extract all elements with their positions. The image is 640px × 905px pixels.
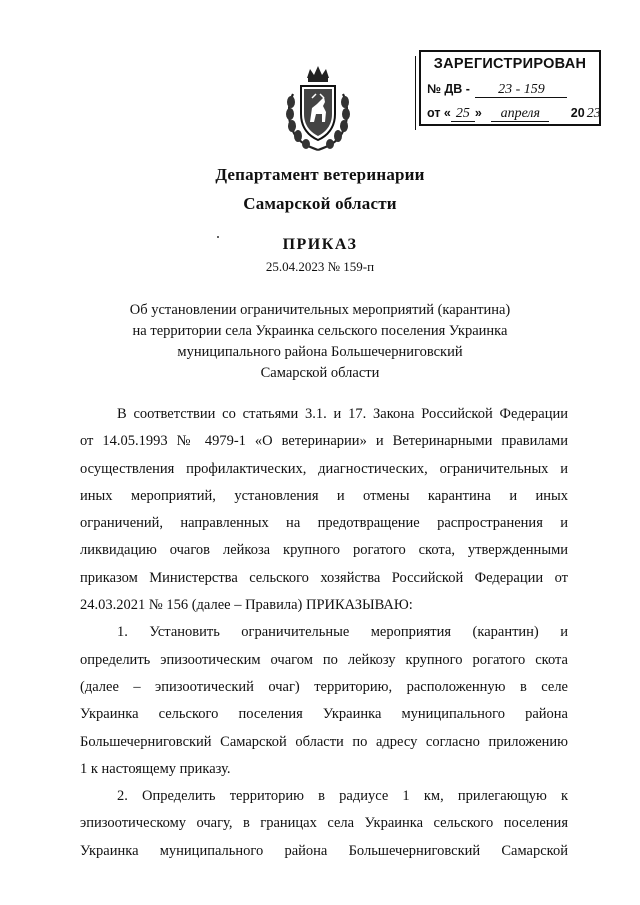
stamp-date-month-handwritten: апреля (491, 107, 549, 122)
subject-line: муниципального района Большечерниговский (177, 344, 463, 360)
body-line: Большечерниговский Самарской области по адресу согласно приложению (80, 733, 568, 750)
body-line: осуществления профилактических, диагностических, ограничительных и (80, 460, 568, 477)
stamp-year-prefix: 20 (570, 106, 585, 120)
stamp-number-handwritten: 23 - 159 (475, 83, 567, 98)
body-line: от 14.05.1993 № 4979-1 «О ветеринарии» и Ветеринарными правилами (80, 433, 568, 450)
order-subject (90, 300, 550, 384)
subject-line: Об установлении ограничительных мероприятий (карантина) (129, 302, 511, 318)
body-line: 24.03.2021 № 156 (далее – Правила) ПРИКАЗЫВАЮ: (80, 597, 413, 614)
body-line: ограничений, направленных на предотвращение распространения и (80, 515, 568, 532)
body-line: 1 к настоящему приказу. (80, 760, 231, 777)
body-line: иных мероприятий, установления и отмены карантина и иных (80, 487, 568, 504)
stamp-date-day-handwritten: 25 (451, 107, 475, 122)
coat-of-arms-emblem-icon (283, 64, 353, 152)
stamp-date-prefix: от « (427, 106, 451, 120)
body-line: ликвидацию очагов лейкоза крупного рогатого скота, утвержденными (80, 542, 568, 559)
registration-stamp (419, 50, 601, 126)
subject-line: Самарской области (260, 365, 380, 381)
body-line: приказом Министерства сельского хозяйства Российской Федерации от (80, 569, 568, 586)
body-line: эпизоотическому очагу, в границах села Украинка сельского поселения (80, 815, 568, 832)
stamp-date-row (427, 106, 601, 122)
stamp-number-row (427, 82, 593, 98)
stamp-title: ЗАРЕГИСТРИРОВАН (433, 56, 587, 72)
subject-line: на территории села Украинка сельского поселения Украинка (132, 323, 508, 339)
order-date-number: 25.04.2023 № 159-п (265, 259, 375, 274)
stamp-number-prefix: № ДВ - (427, 82, 470, 96)
department-name-line2: Самарской области (243, 194, 397, 213)
department-name-line1: Департамент ветеринарии (215, 165, 425, 184)
body-line: (далее – эпизоотический очаг) территорию, расположенную в селе (80, 678, 568, 695)
body-line: Украинка сельского поселения Украинка муниципального района (80, 706, 568, 723)
body-line: 2. Определить территорию в радиусе 1 км, прилегающую к (117, 788, 568, 805)
body-line: Украинка муниципального района Большечерниговский Самарской (80, 842, 568, 859)
order-title: ПРИКАЗ (282, 236, 358, 253)
stamp-date-mid: » (474, 106, 482, 120)
body-line: 1. Установить ограничительные мероприятия (карантин) и (117, 624, 568, 641)
body-line: В соответствии со статьями 3.1. и 17. Закона Российской Федерации (117, 406, 568, 422)
stamp-year-suffix-handwritten: 23 (586, 106, 601, 121)
body-line: определить эпизоотическим очагом по лейкозу крупного рогатого скота (80, 651, 568, 668)
order-body (80, 401, 568, 865)
